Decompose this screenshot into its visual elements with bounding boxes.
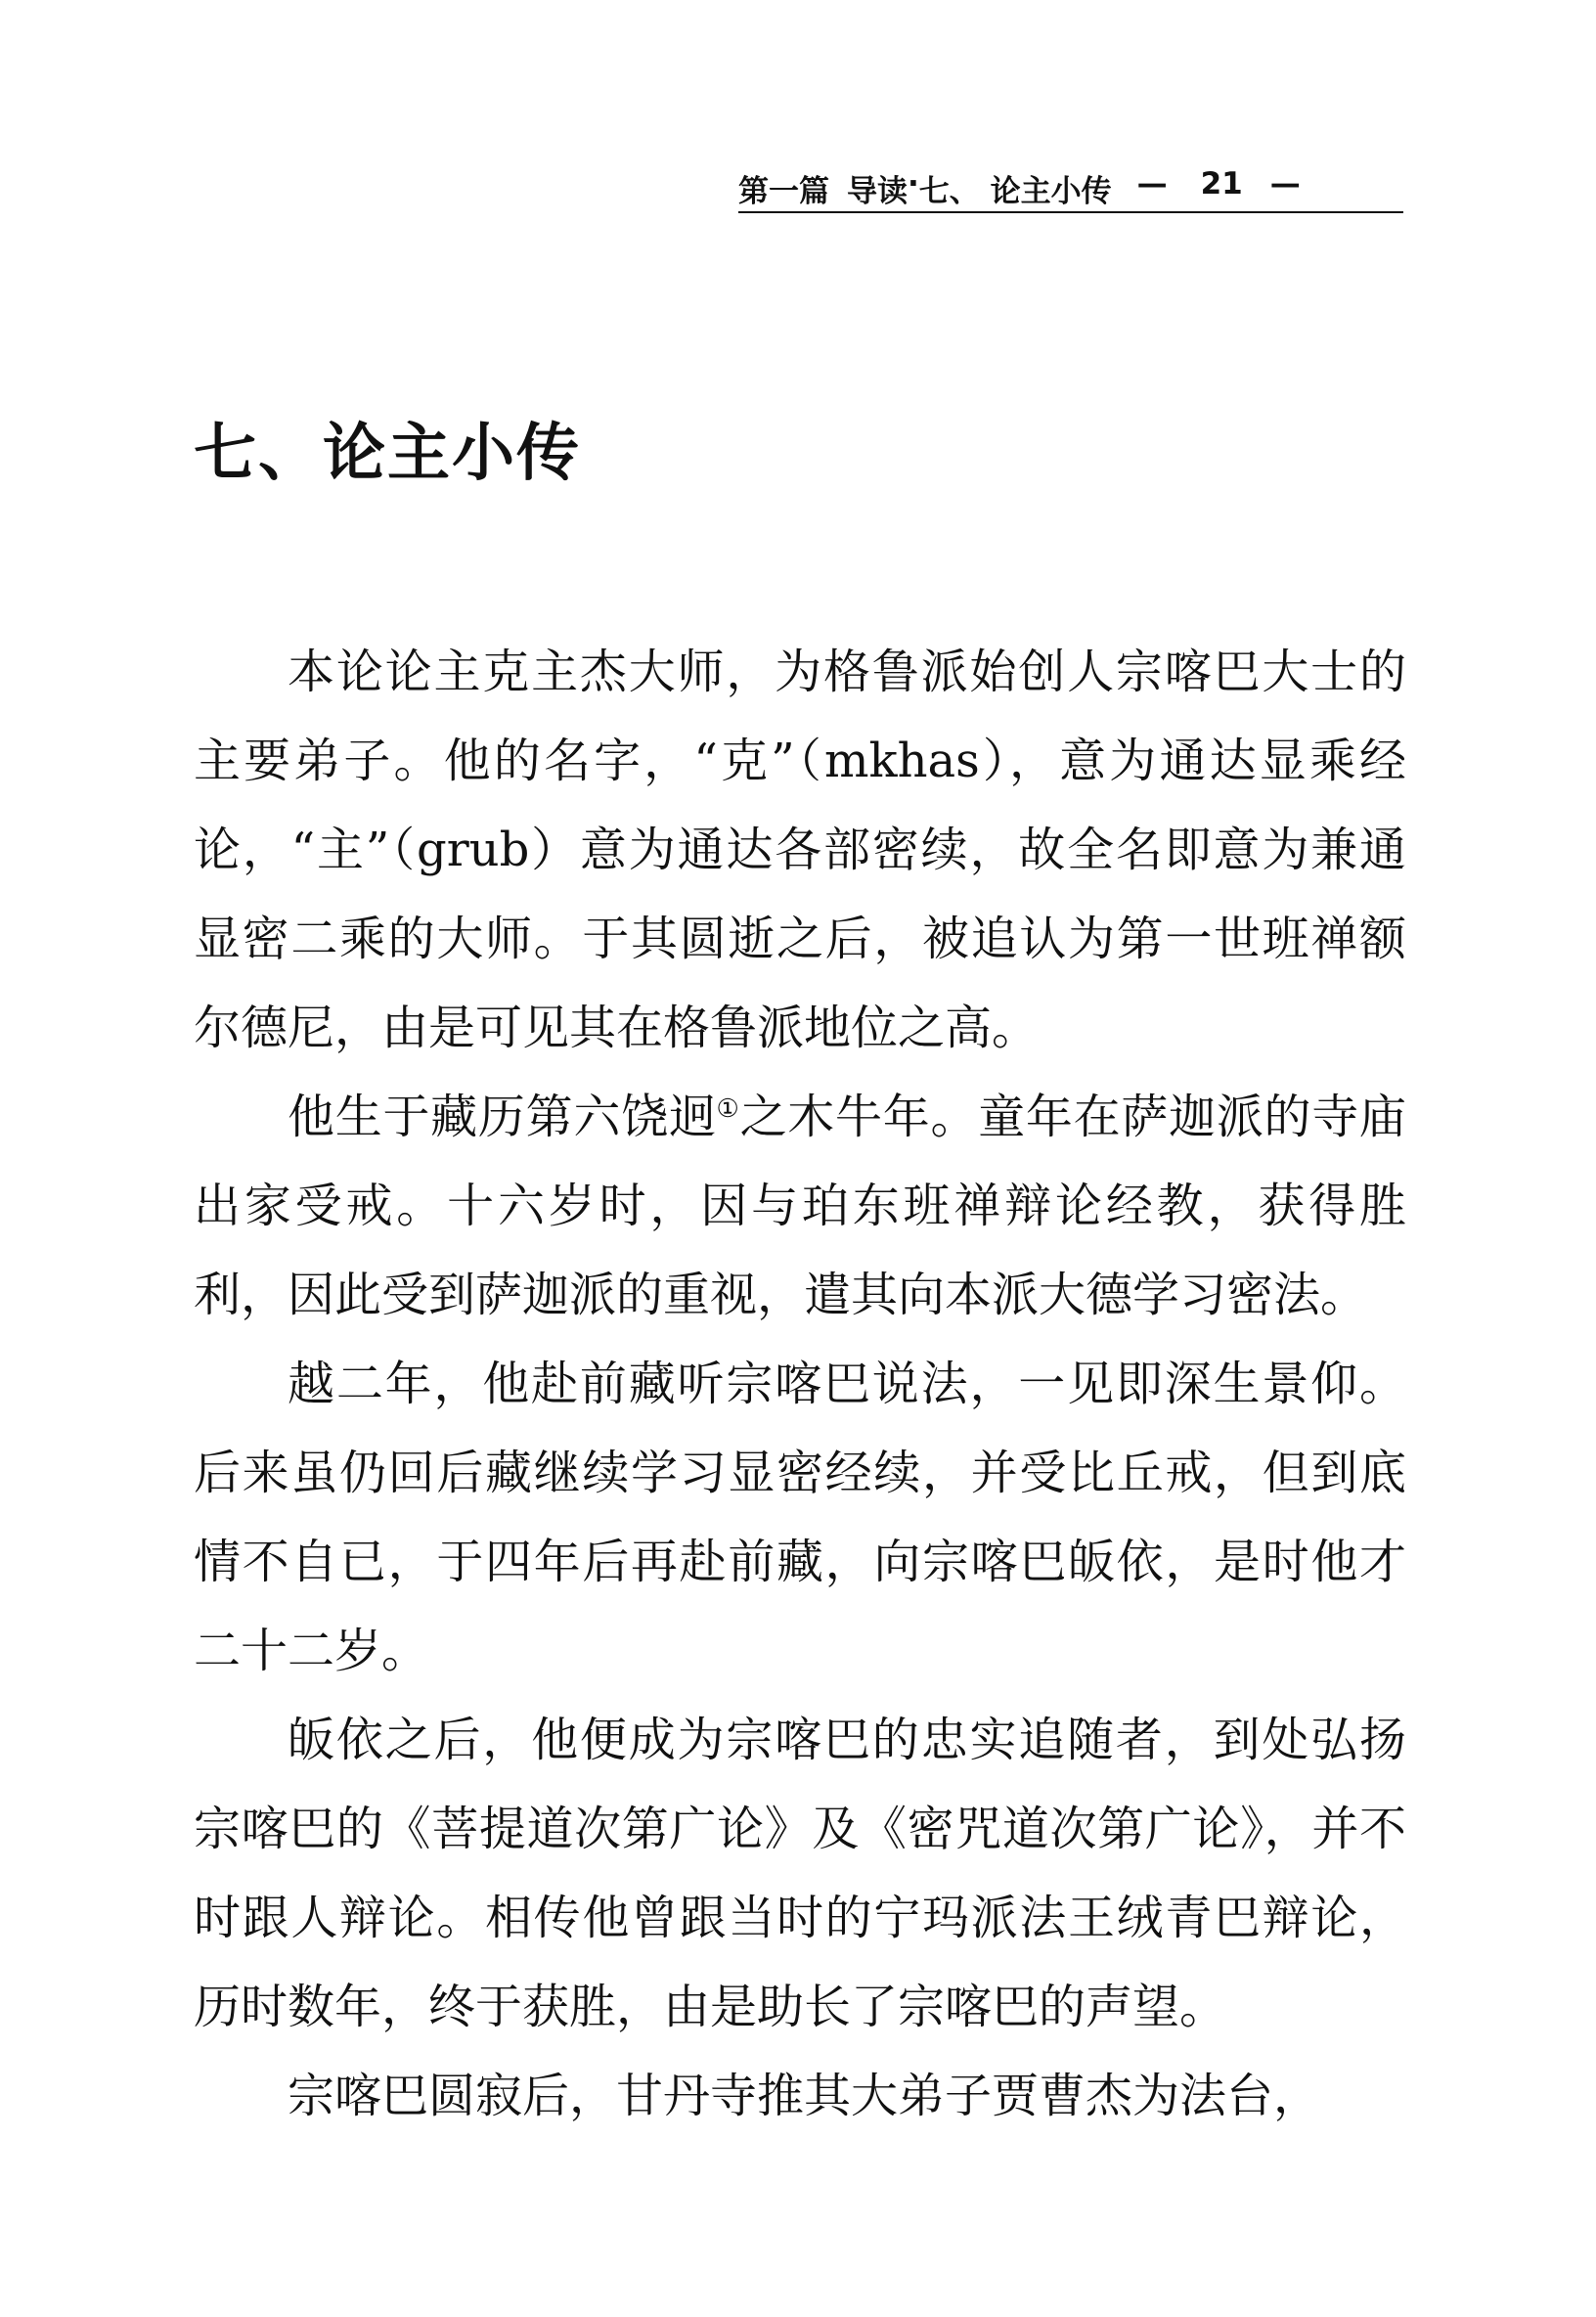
paragraph-4: 皈依之后，他便成为宗喀巴的忠实追随者，到处弘扬宗喀巴的《菩提道次第广论》及《密咒道次第广论》，并不时跟人辩论。相传他曾跟当时的宁玛派法王绒青巴辩论，历时数年，终于获胜，由是助长了宗喀巴的声望。 (194, 1713, 1406, 2034)
header-chapter: 七、 论主小传 (918, 174, 1112, 209)
paragraph-1: 本论论主克主杰大师，为格鲁派始创人宗喀巴大士的主要弟子。他的名字，“克”（mkhas），意为通达显乘经论，“主”（grub）意为通达各部密续，故全名即意为兼通显密二乘的大师。于其圆逝之后，被追认为第一世班禅额尔德尼，由是可见其在格鲁派地位之高。 (194, 645, 1406, 1055)
body-text (194, 628, 1406, 2141)
header-dash-left: — (1136, 166, 1168, 201)
paragraph-2-text-after-note: 之木牛年。童年在萨迦派的寺庙出家受戒。十六岁时，因与珀东班禅辩论经教，获得胜利，因此受到萨迦派的重视，遣其向本派大德学习密法。 (194, 1090, 1406, 1322)
paragraph-2 (194, 1073, 1406, 1340)
header-dot: · (908, 166, 919, 201)
paragraph-2-text-before-note: 他生于藏历第六饶迥 (288, 1090, 717, 1144)
running-header (738, 166, 1403, 213)
footnote-marker: ① (716, 1094, 740, 1124)
header-part: 第一篇 (738, 174, 829, 209)
header-dash-right: — (1269, 166, 1301, 201)
chapter-title: 七、论主小传 (194, 418, 581, 490)
paragraph-5: 宗喀巴圆寂后，甘丹寺推其大弟子贾曹杰为法台， (288, 2069, 1321, 2123)
paragraph-3: 越二年，他赴前藏听宗喀巴说法，一见即深生景仰。后来虽仍回后藏继续学习显密经续，并受比丘戒，但到底情不自已，于四年后再赴前藏，向宗喀巴皈依，是时他才二十二岁。 (194, 1357, 1406, 1678)
page-number: 21 (1200, 166, 1243, 201)
header-section: 导读 (847, 174, 908, 209)
